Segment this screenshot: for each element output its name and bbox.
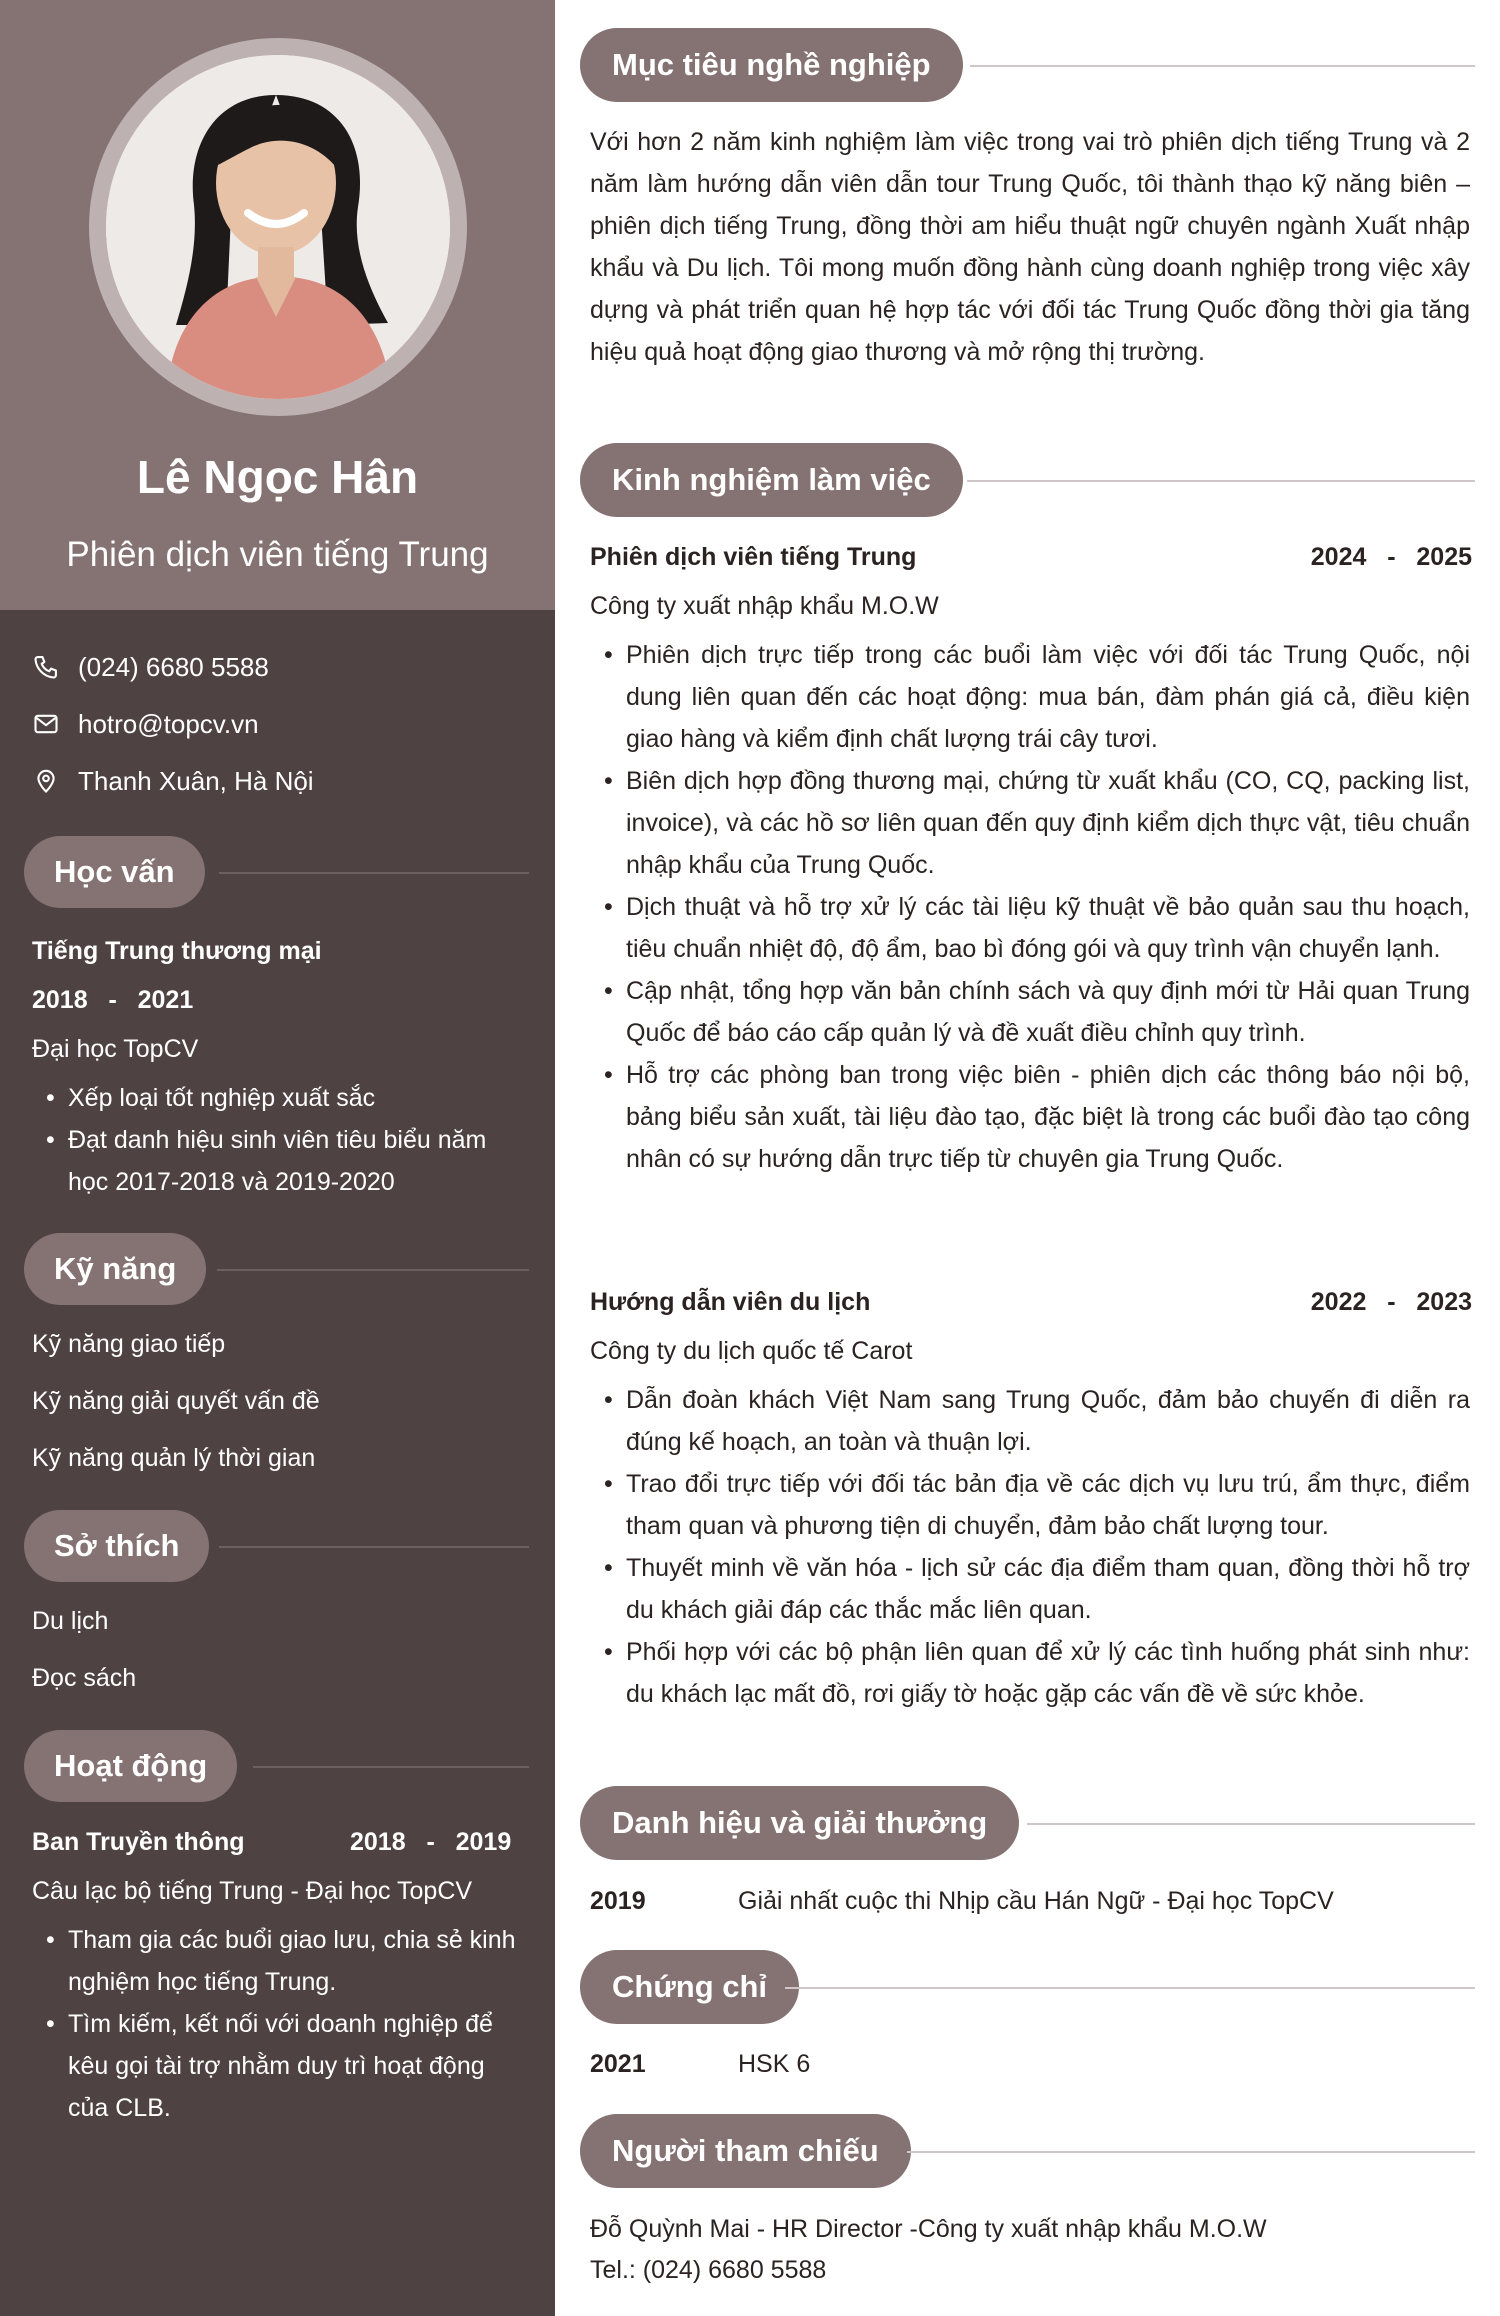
list-item: • Hỗ trợ các phòng ban trong việc biên - phiên dịch các thông báo nội bộ, bảng biểu sản xuất, tài liệu đào tạo, đặc biệt là trong các buổi đào tạo công nhân có sự hướng dẫn trực tiếp từ chuyên gia Trung Quốc.	[604, 1054, 1470, 1180]
hobby-item: Du lịch	[32, 1607, 109, 1635]
list-item: • Cập nhật, tổng hợp văn bản chính sách và quy định mới từ Hải quan Trung Quốc để báo cáo cấp quản lý và đề xuất điều chỉnh quy trình.	[604, 970, 1470, 1054]
contact-phone	[32, 652, 532, 683]
hobby-item: Đọc sách	[32, 1664, 137, 1692]
hobbies-divider	[219, 1546, 529, 1548]
sidebar	[0, 0, 555, 2316]
award-text: Giải nhất cuộc thi Nhịp cầu Hán Ngữ - Đại học TopCV	[738, 1887, 1334, 1915]
references-divider	[907, 2151, 1475, 2153]
candidate-name: Lê Ngọc Hân	[136, 451, 419, 503]
activity-years: 2018 - 2019	[350, 1828, 512, 1856]
list-item: • Phiên dịch trực tiếp trong các buổi làm việc với đối tác Trung Quốc, nội dung liên quan đến các hoạt động: mua bán, đàm phán giá cả, điều kiện giao hàng và kiểm định chất lượng trái cây tươi.	[604, 634, 1470, 760]
skill-item: Kỹ năng giao tiếp	[32, 1330, 226, 1358]
list-item: • Tìm kiếm, kết nối với doanh nghiệp để kêu gọi tài trợ nhằm duy trì hoạt động của CLB.	[46, 2003, 526, 2129]
list-item: • Phối hợp với các bộ phận liên quan để xử lý các tình huống phát sinh như: du khách lạc mất đồ, rơi giấy tờ hoặc gặp các vấn đề về sức khỏe.	[604, 1631, 1470, 1715]
list-item: • Trao đổi trực tiếp với đối tác bản địa về các dịch vụ lưu trú, ẩm thực, điểm tham quan và phương tiện di chuyển, đảm bảo chất lượng tour.	[604, 1463, 1470, 1547]
hobbies-title: Sở thích	[24, 1510, 209, 1582]
activities-divider	[253, 1766, 529, 1768]
list-item: • Dẫn đoàn khách Việt Nam sang Trung Quốc, đảm bảo chuyến đi diễn ra đúng kế hoạch, an toàn và thuận lợi.	[604, 1379, 1470, 1463]
certificates-title: Chứng chỉ	[580, 1950, 799, 2024]
objective-text: Với hơn 2 năm kinh nghiệm làm việc trong vai trò phiên dịch tiếng Trung và 2 năm làm hướng dẫn viên dẫn tour Trung Quốc, tôi thành thạo kỹ năng biên – phiên dịch tiếng Trung, đồng thời am hiểu thuật ngữ chuyên ngành Xuất nhập khẩu và Du lịch. Tôi mong muốn đồng hành cùng doanh nghiệp trong việc xây dựng và phát triển quan hệ hợp tác với đối tác Trung Quốc đồng thời gia tăng hiệu quả hoạt động giao thương và mở rộng thị trường.	[590, 128, 1470, 366]
skill-item: Kỹ năng giải quyết vấn đề	[32, 1387, 320, 1415]
job-company: Công ty xuất nhập khẩu M.O.W	[590, 592, 939, 620]
hobbies-heading	[24, 1510, 529, 1582]
email-text: hotro@topcv.vn	[78, 709, 259, 739]
address-text: Thanh Xuân, Hà Nội	[78, 766, 314, 796]
objective-title: Mục tiêu nghề nghiệp	[580, 28, 963, 102]
job-dates: 2024 - 2025	[1310, 543, 1472, 571]
education-divider	[219, 872, 529, 874]
awards-divider	[1027, 1823, 1475, 1825]
award-year: 2019	[590, 1887, 646, 1915]
skill-item: Kỹ năng quản lý thời gian	[32, 1444, 316, 1472]
job-bullets	[604, 634, 1470, 1180]
job-dates: 2022 - 2023	[1310, 1288, 1472, 1316]
avatar	[106, 55, 450, 399]
skills-heading	[24, 1233, 529, 1305]
awards-title: Danh hiệu và giải thưởng	[580, 1786, 1019, 1860]
activity-role: Ban Truyền thông	[32, 1828, 245, 1856]
certificate-text: HSK 6	[738, 2050, 811, 2078]
education-heading	[24, 836, 529, 908]
education-bullets	[46, 1077, 526, 1203]
education-school: Đại học TopCV	[32, 1035, 199, 1063]
awards-heading	[580, 1786, 1475, 1860]
list-item: • Xếp loại tốt nghiệp xuất sắc	[46, 1077, 526, 1119]
list-item: • Dịch thuật và hỗ trợ xử lý các tài liệu kỹ thuật về bảo quản sau thu hoạch, tiêu chuẩn nhiệt độ, độ ẩm, bao bì đóng gói và quy trình vận chuyển lạnh.	[604, 886, 1470, 970]
list-item: • Thuyết minh về văn hóa - lịch sử các địa điểm tham quan, đồng thời hỗ trợ du khách giải đáp các thắc mắc liên quan.	[604, 1547, 1470, 1631]
education-years: 2018 - 2021	[32, 986, 194, 1014]
skills-divider	[217, 1269, 529, 1271]
education-major: Tiếng Trung thương mại	[32, 937, 322, 965]
experience-title: Kinh nghiệm làm việc	[580, 443, 963, 517]
contact-email	[32, 709, 532, 740]
objective-divider	[970, 65, 1475, 67]
job-bullets	[604, 1379, 1470, 1715]
job-title: Phiên dịch viên tiếng Trung	[590, 543, 917, 571]
certificate-year: 2021	[590, 2050, 646, 2078]
experience-heading	[580, 443, 1475, 517]
list-item: • Tham gia các buổi giao lưu, chia sẻ kinh nghiệm học tiếng Trung.	[46, 1919, 526, 2003]
list-item: • Đạt danh hiệu sinh viên tiêu biểu năm học 2017-2018 và 2019-2020	[46, 1119, 526, 1203]
activity-org: Câu lạc bộ tiếng Trung - Đại học TopCV	[32, 1877, 473, 1905]
contact-address	[32, 766, 532, 797]
certificates-heading	[580, 1950, 1475, 2024]
activities-heading	[24, 1730, 529, 1802]
phone-text: (024) 6680 5588	[78, 652, 269, 682]
skills-title: Kỹ năng	[24, 1233, 206, 1305]
activity-bullets	[46, 1919, 526, 2129]
job-title: Hướng dẫn viên du lịch	[590, 1288, 871, 1316]
education-title: Học vấn	[24, 836, 205, 908]
location-pin-icon	[32, 767, 62, 797]
references-title: Người tham chiếu	[580, 2114, 911, 2188]
phone-icon	[32, 653, 62, 683]
list-item: • Biên dịch hợp đồng thương mại, chứng từ xuất khẩu (CO, CQ, packing list, invoice), và các hồ sơ liên quan đến quy định kiểm dịch thực vật, tiêu chuẩn nhập khẩu của Trung Quốc.	[604, 760, 1470, 886]
experience-divider	[967, 480, 1475, 482]
job-company: Công ty du lịch quốc tế Carot	[590, 1337, 913, 1365]
activities-title: Hoạt động	[24, 1730, 237, 1802]
reference-phone: Tel.: (024) 6680 5588	[590, 2256, 827, 2284]
objective-heading	[580, 28, 1475, 102]
references-heading	[580, 2114, 1475, 2188]
profile-header	[0, 0, 555, 610]
mail-icon	[32, 710, 62, 740]
candidate-title: Phiên dịch viên tiếng Trung	[66, 535, 489, 574]
reference-name: Đỗ Quỳnh Mai - HR Director -Công ty xuất nhập khẩu M.O.W	[590, 2215, 1267, 2243]
certificates-divider	[785, 1987, 1475, 1989]
